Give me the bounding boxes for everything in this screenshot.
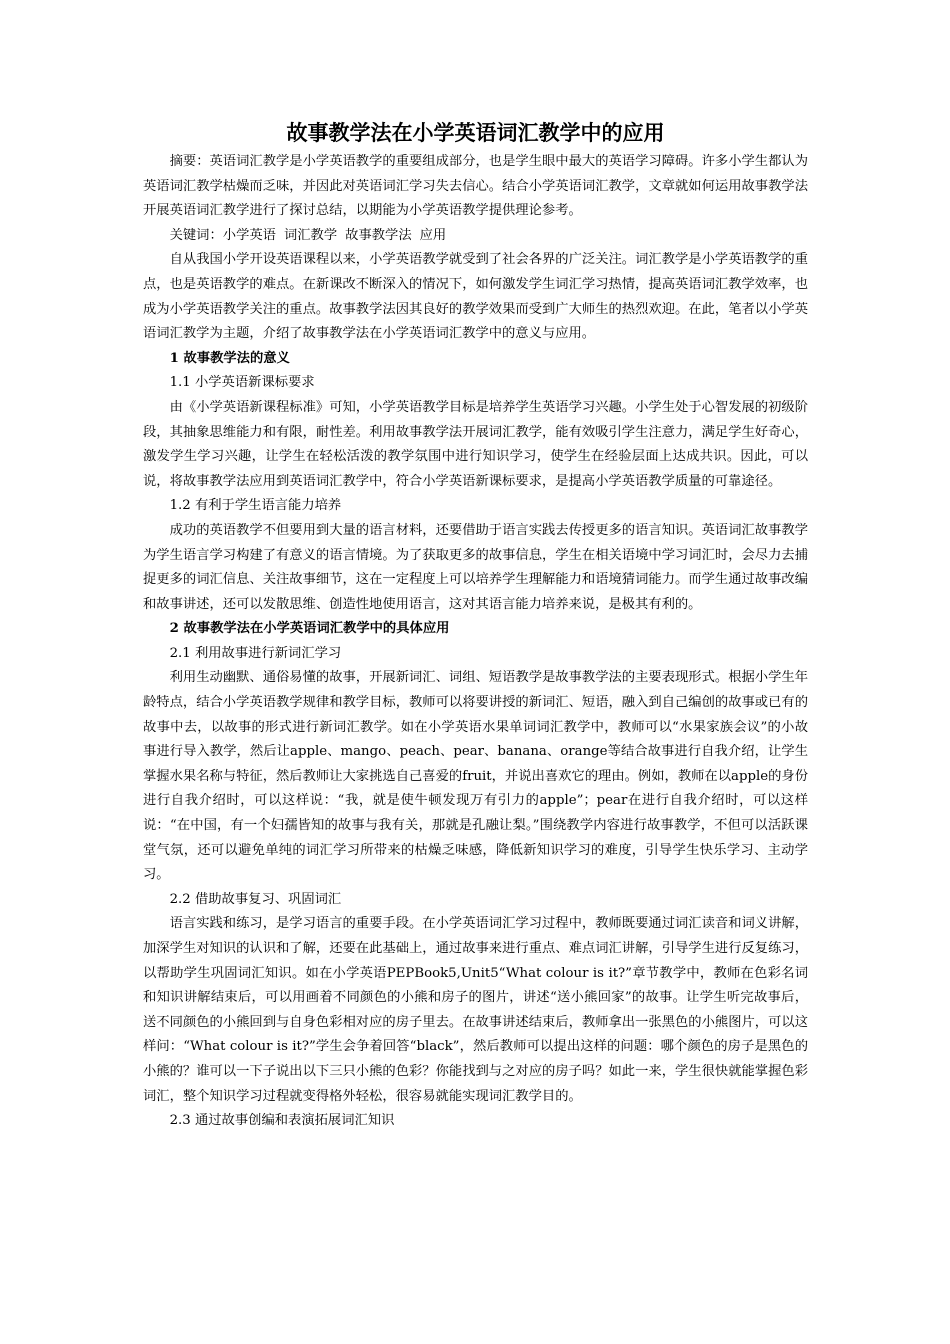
section-heading: 1 故事教学法的意义 [169,350,290,366]
intro-paragraph: 自从我国小学开设英语课程以来，小学英语教学就受到了社会各界的广泛关注。词汇教学是小学英语教学的重点，也是英语教学的难点。在新课改不断深入的情况下，如何激发学生词汇学习热情，提高英语词汇教学效率，也成为小学英语教学关注的重点。故事教学法因其良好的教学效果而受到广大师生的热烈欢迎。在此，笔者以小学英语词汇教学为主题，介绍了故事教学法在小学英语词汇教学中的意义与应用。 [143,252,808,342]
section-heading: 2 故事教学法在小学英语词汇教学中的具体应用 [169,621,450,637]
subsection-heading: 1.1 小学英语新课标要求 [169,375,315,391]
subsection-heading: 2.3 通过故事创编和表演拓展词汇知识 [169,1113,395,1129]
body-paragraph: 由《小学英语新课程标准》可知，小学英语教学目标是培养学生英语学习兴趣。小学生处于心智发展的初级阶段，其抽象思维能力和有限，耐性差。利用故事教学法开展词汇教学，能有效吸引学生注意力，满足学生好奇心，激发学生学习兴趣，让学生在轻松活泼的教学氛围中进行知识学习，使学生在经验层面上达成共识。因此，可以说，将故事教学法应用到英语词汇教学中，符合小学英语新课标要求，是提高小学英语教学质量的可靠途径。 [143,399,808,489]
keywords-label: 关键词： [169,227,223,243]
document-title: 故事教学法在小学英语词汇教学中的应用 [286,120,665,145]
keyword-item: 小学英语 [222,227,276,243]
keyword-item: 应用 [419,227,447,243]
document-page [143,118,808,1134]
subsection-heading: 2.2 借助故事复习、巩固词汇 [169,891,342,907]
keyword-item: 词汇教学 [283,227,338,243]
abstract-paragraph: 摘要：英语词汇教学是小学英语教学的重要组成部分，也是学生眼中最大的英语学习障碍。许多小学生都认为英语词汇教学枯燥而乏味，并因此对英语词汇学习失去信心。结合小学英语词汇教学，文章就如何运用故事教学法开展英语词汇教学进行了探讨总结，以期能为小学英语教学提供理论参考。 [143,154,808,219]
keywords-line [143,224,808,249]
subsection-heading: 1.2 有利于学生语言能力培养 [169,498,342,514]
body-paragraph: 利用生动幽默、通俗易懂的故事，开展新词汇、词组、短语教学是故事教学法的主要表现形式。根据小学生年龄特点，结合小学英语教学规律和教学目标，教师可以将要讲授的新词汇、短语，融入到自己编创的故事或已有的故事中去，以故事的形式进行新词汇教学。如在小学英语水果单词词汇教学中，教师可以“水果家族会议”的小故事进行导入教学，然后让apple、mango、peach、pear、banana、orange等结合故事进行自我介绍，让学生掌握水果名称与特征，然后教师让大家挑选自己喜爱的fruit，并说出喜欢它的理由。例如，教师在以apple的身份进行自我介绍时，可以这样说：“我，就是使牛顿发现万有引力的apple”；pear在进行自我介绍时，可以这样说：“在中国，有一个妇孺皆知的故事与我有关，那就是孔融让梨。”围绕教学内容进行故事教学，不但可以活跃课堂气氛，还可以避免单纯的词汇学习所带来的枯燥乏味感，降低新知识学习的难度，引导学生快乐学习、主动学习。 [143,670,808,883]
body-paragraph: 语言实践和练习，是学习语言的重要手段。在小学英语词汇学习过程中，教师既要通过词汇读音和词义讲解，加深学生对知识的认识和了解，还要在此基础上，通过故事来进行重点、难点词汇讲解，引导学生进行反复练习，以帮助学生巩固词汇知识。如在小学英语PEPBook5,Unit5“What colour is it?”章节教学中，教师在色彩名词和知识讲解结束后，可以用画着不同颜色的小熊和房子的图片，讲述“送小熊回家”的故事。让学生听完故事后，送不同颜色的小熊回到与自身色彩相对应的房子里去。在故事讲述结束后，教师拿出一张黑色的小熊图片，可以这样问：“What colour is it?”学生会争着回答“black”，然后教师可以提出这样的问题：哪个颜色的房子是黑色的小熊的？谁可以一下子说出以下三只小熊的色彩？你能找到与之对应的房子吗？如此一来，学生很快就能掌握色彩词汇，整个知识学习过程就变得格外轻松，很容易就能实现词汇教学目的。 [143,916,808,1104]
subsection-heading: 2.1 利用故事进行新词汇学习 [169,645,342,661]
keyword-item: 故事教学法 [345,227,412,243]
body-paragraph: 成功的英语教学不但要用到大量的语言材料，还要借助于语言实践去传授更多的语言知识。英语词汇故事教学为学生语言学习构建了有意义的语言情境。为了获取更多的故事信息，学生在相关语境中学习词汇时，会尽力去捕捉更多的词汇信息、关注故事细节，这在一定程度上可以培养学生理解能力和语境猜词能力。而学生通过故事改编和故事讲述，还可以发散思维、创造性地使用语言，这对其语言能力培养来说，是极其有利的。 [143,522,808,612]
